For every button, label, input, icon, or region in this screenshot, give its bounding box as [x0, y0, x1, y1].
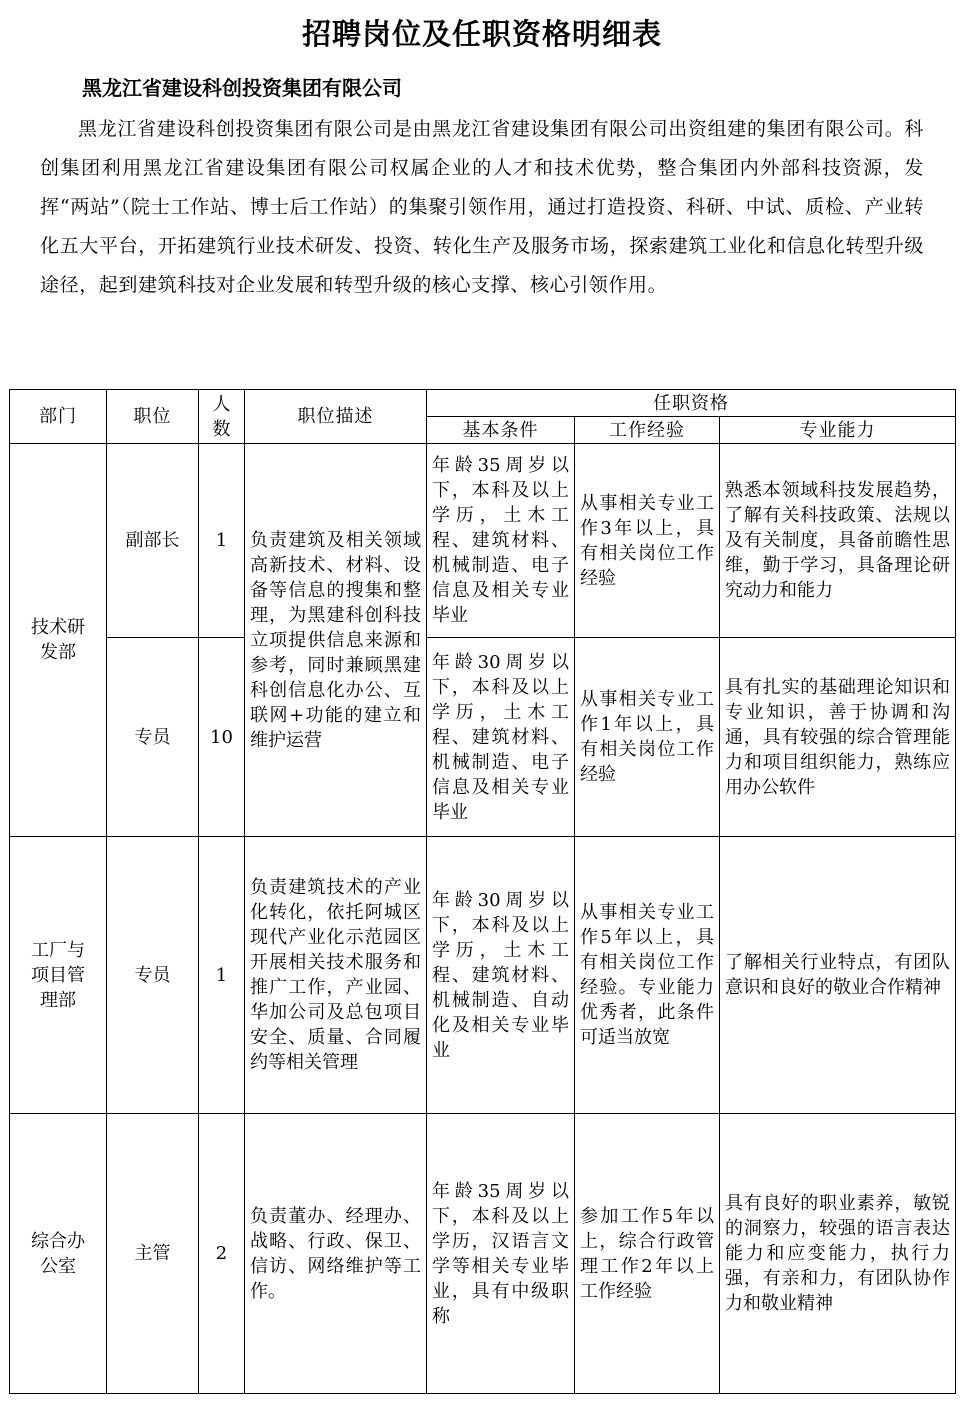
basic-cell: 年龄30周岁以下，本科及以上学历，土木工程、建筑材料、机械制造、电子信息及相关专业毕业 [427, 638, 575, 837]
page-title: 招聘岗位及任职资格明细表 [301, 17, 662, 51]
header-count: 人数 [199, 390, 245, 444]
header-dept: 部门 [10, 390, 107, 444]
header-description: 职位描述 [245, 390, 427, 444]
experience-cell: 从事相关专业工作5年以上，具有相关岗位工作经验。专业能力优秀者，此条件可适当放宽 [575, 837, 720, 1114]
table-row [10, 638, 956, 837]
position-cell: 副部长 [107, 444, 199, 638]
dept-cell: 综合办公室 [10, 1114, 107, 1394]
position-cell: 专员 [107, 638, 199, 837]
description-cell: 负责建筑技术的产业化转化，依托阿城区现代产业化示范园区开展相关技术服务和推广工作，产业园、华加公司及总包项目安全、质量、合同履约等相关管理 [245, 837, 427, 1114]
header-qualifications: 任职资格 [427, 390, 956, 417]
count-cell: 1 [199, 444, 245, 638]
header-experience: 工作经验 [575, 417, 720, 444]
count-cell: 2 [199, 1114, 245, 1394]
table-row [10, 837, 956, 1114]
table-row [10, 1114, 956, 1394]
experience-cell: 从事相关专业工作3年以上，具有相关岗位工作经验 [575, 444, 720, 638]
header-position: 职位 [107, 390, 199, 444]
dept-cell: 工厂与项目管理部 [10, 837, 107, 1114]
header-row [10, 390, 956, 417]
recruitment-table [9, 389, 956, 1394]
dept-cell: 技术研发部 [10, 444, 107, 837]
ability-cell: 熟悉本领域科技发展趋势，了解有关科技政策、法规以及有关制度，具备前瞻性思维，勤于学习，具备理论研究动力和能力 [720, 444, 956, 638]
basic-cell: 年龄35周岁以下，本科及以上学历，汉语言文学等相关专业毕业，具有中级职称 [427, 1114, 575, 1394]
position-cell: 主管 [107, 1114, 199, 1394]
experience-cell: 从事相关专业工作1年以上，具有相关岗位工作经验 [575, 638, 720, 837]
header-basic: 基本条件 [427, 417, 575, 444]
experience-cell: 参加工作5年以上，综合行政管理工作2年以上工作经验 [575, 1114, 720, 1394]
ability-cell: 了解相关行业特点，有团队意识和良好的敬业合作精神 [720, 837, 956, 1114]
header-ability: 专业能力 [720, 417, 956, 444]
position-cell: 专员 [107, 837, 199, 1114]
description-cell: 负责建筑及相关领域高新技术、材料、设备等信息的搜集和整理，为黑建科创科技立项提供信息来源和参考，同时兼顾黑建科创信息化办公、互联网+功能的建立和维护运营 [245, 444, 427, 837]
description-cell: 负责董办、经理办、战略、行政、保卫、信访、网络维护等工作。 [245, 1114, 427, 1394]
basic-cell: 年龄35周岁以下，本科及以上学历，土木工程、建筑材料、机械制造、电子信息及相关专业毕业 [427, 444, 575, 638]
intro-paragraph: 黑龙江省建设科创投资集团有限公司是由黑龙江省建设集团有限公司出资组建的集团有限公司。科创集团利用黑龙江省建设集团有限公司权属企业的人才和技术优势，整合集团内外部科技资源，发挥“两站”（院士工作站、博士后工作站）的集聚引领作用，通过打造投资、科研、中试、质检、产业转化五大平台，开拓建筑行业技术研发、投资、转化生产及服务市场，探索建筑工业化和信息化转型升级途径，起到建筑科技对企业发展和转型升级的核心支撑、核心引领作用。 [40, 118, 924, 296]
company-name: 黑龙江省建设科创投资集团有限公司 [82, 76, 402, 100]
ability-cell: 具有良好的职业素养，敏锐的洞察力，较强的语言表达能力和应变能力，执行力强，有亲和力，有团队协作力和敬业精神 [720, 1114, 956, 1394]
basic-cell: 年龄30周岁以下，本科及以上学历，土木工程、建筑材料、机械制造、自动化及相关专业毕业 [427, 837, 575, 1114]
count-cell: 1 [199, 837, 245, 1114]
table-row [10, 444, 956, 638]
ability-cell: 具有扎实的基础理论知识和专业知识，善于协调和沟通，具有较强的综合管理能力和项目组织能力，熟练应用办公软件 [720, 638, 956, 837]
count-cell: 10 [199, 638, 245, 837]
